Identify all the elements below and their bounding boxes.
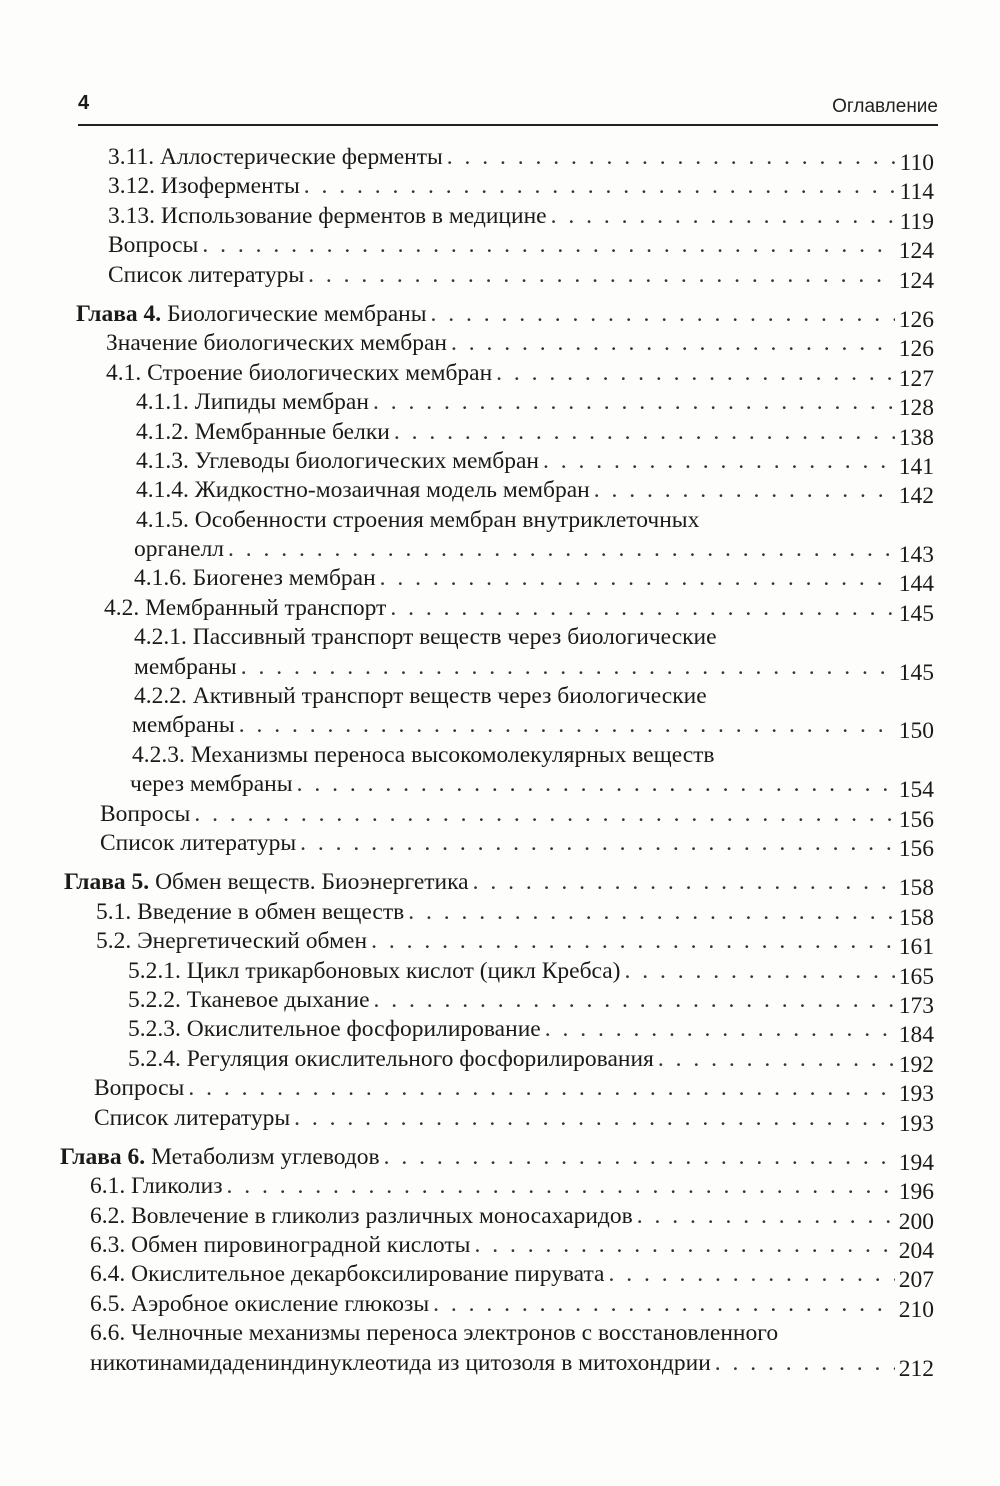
chapter-title: Биологические мембраны xyxy=(167,300,427,327)
dot-leader xyxy=(715,1349,895,1378)
dot-leader xyxy=(202,231,894,260)
toc-page-number: 192 xyxy=(898,1051,934,1078)
toc-entry-label: 3.13. Использование ферментов в медицине xyxy=(108,202,547,229)
toc-entry-label xyxy=(60,1143,380,1172)
toc-page-number: 124 xyxy=(898,267,934,294)
dot-leader xyxy=(637,1202,895,1231)
toc-entry-label: 6.6. Челночные механизмы переноса электронов с восстановленного xyxy=(90,1320,779,1347)
toc-page-number: 114 xyxy=(899,179,934,206)
toc-entry-label: 6.3. Обмен пировиноградной кислоты xyxy=(90,1232,471,1259)
dot-leader xyxy=(380,564,895,593)
dot-leader xyxy=(308,261,895,290)
toc-entry xyxy=(0,1074,934,1108)
dot-leader xyxy=(545,1015,895,1044)
dot-leader xyxy=(294,1104,895,1133)
toc-entry-label: органелл xyxy=(134,536,225,563)
toc-entry xyxy=(0,535,934,569)
dot-leader xyxy=(551,202,896,231)
chapter-number: Глава 4. xyxy=(76,300,162,327)
dot-leader xyxy=(304,172,896,201)
toc-page-number: 158 xyxy=(898,875,934,902)
toc-entry xyxy=(0,447,934,480)
toc-entry-label: мембраны xyxy=(132,712,235,739)
toc-entry-label: 6.4. Окислительное декарбоксилирование пирувата xyxy=(90,1261,605,1288)
toc-page-number: 158 xyxy=(898,904,934,931)
toc-entry xyxy=(0,1319,934,1348)
toc-entry-label: 4.1.4. Жидкостно-мозаичная модель мембран xyxy=(136,477,590,504)
toc-entry xyxy=(0,653,934,686)
toc-page-number: 143 xyxy=(898,542,934,569)
toc-entry xyxy=(0,506,934,535)
toc-entry-label: 4.1.3. Углеводы биологических мембран xyxy=(136,447,539,474)
dot-leader xyxy=(239,711,895,740)
toc-entry-label: 5.2.4. Регуляция окислительного фосфорилирования xyxy=(128,1045,654,1072)
toc-entry xyxy=(0,388,934,422)
chapter-title: Обмен веществ. Биоэнергетика xyxy=(155,869,469,896)
toc-entry xyxy=(0,741,934,770)
chapter-number: Глава 5. xyxy=(64,869,150,896)
dot-leader xyxy=(451,329,895,358)
toc-page-number: 193 xyxy=(898,1081,934,1108)
toc-page-number: 142 xyxy=(898,483,934,510)
dot-leader xyxy=(188,1074,894,1103)
toc-page-number: 145 xyxy=(898,659,934,686)
toc-entry xyxy=(0,418,934,451)
dot-leader xyxy=(371,927,895,956)
toc-page-number: 141 xyxy=(898,453,934,480)
dot-leader xyxy=(594,476,895,505)
toc-page-number: 126 xyxy=(898,306,934,333)
toc-entry-label: 6.1. Гликолиз xyxy=(90,1173,223,1200)
toc-entry xyxy=(0,800,934,833)
toc-entry xyxy=(0,1260,934,1294)
dot-leader xyxy=(300,829,895,858)
dot-leader xyxy=(608,1260,894,1289)
toc-entry-label: 4.2.2. Активный транспорт веществ через биологические xyxy=(134,683,707,710)
toc-entry xyxy=(0,476,934,510)
dot-leader xyxy=(227,1172,895,1201)
toc-entry xyxy=(0,1172,934,1206)
toc-entry-label: 3.11. Аллостерические ферменты xyxy=(108,144,443,170)
toc-entry xyxy=(0,1045,934,1078)
dot-leader xyxy=(394,418,895,447)
dot-leader xyxy=(447,143,896,172)
toc-entry xyxy=(0,202,934,235)
dot-leader xyxy=(408,898,895,927)
toc-entry-label: 4.1.2. Мембранные белки xyxy=(136,418,390,445)
toc-page-number: 128 xyxy=(898,395,934,422)
toc-entry-label: 4.2.1. Пассивный транспорт веществ через биологические xyxy=(134,624,717,651)
dot-leader xyxy=(474,1231,894,1260)
toc-entry xyxy=(0,329,934,363)
toc-entry-label: 4.1.1. Липиды мембран xyxy=(136,389,369,416)
toc-entry-label: никотинамидадениндинуклеотида из цитозоля в митохондрии xyxy=(90,1349,711,1376)
toc-entry-label: 4.1. Строение биологических мембран xyxy=(106,359,493,386)
toc-entry xyxy=(0,172,934,206)
toc-entry xyxy=(0,359,934,392)
toc-chapter-entry xyxy=(0,1143,934,1176)
toc-entry xyxy=(0,770,934,804)
toc-entry-label: Список литературы xyxy=(94,1104,291,1131)
toc-entry-label: 4.2. Мембранный транспорт xyxy=(104,594,387,621)
toc-entry xyxy=(0,986,934,1019)
toc-entry-label: 6.5. Аэробное окисление глюкозы xyxy=(90,1290,430,1317)
toc-entry-label: 5.2.1. Цикл трикарбоновых кислот (цикл Кребса) xyxy=(128,957,621,984)
toc-entry xyxy=(0,1290,934,1323)
toc-page-number: 212 xyxy=(898,1355,934,1382)
dot-leader xyxy=(241,653,895,682)
dot-leader xyxy=(228,535,895,564)
toc-entry-label: 5.2. Энергетический обмен xyxy=(96,928,368,955)
toc-page-number: 138 xyxy=(898,424,934,451)
toc-entry xyxy=(0,957,934,990)
toc-entry-label: Вопросы xyxy=(108,232,199,259)
toc-page-number: 210 xyxy=(898,1296,934,1323)
toc-entry xyxy=(0,1104,934,1137)
page-header xyxy=(78,92,938,126)
toc-entry-label: Вопросы xyxy=(100,800,191,827)
toc-page-number: 127 xyxy=(898,365,934,392)
table-of-contents xyxy=(0,143,1000,1382)
toc-page-number: 204 xyxy=(898,1238,934,1265)
toc-page-number: 154 xyxy=(898,777,934,804)
toc-entry xyxy=(0,143,934,176)
running-title: Оглавление xyxy=(832,96,938,117)
toc-page-number: 156 xyxy=(898,835,934,862)
toc-entry-label xyxy=(64,868,469,897)
toc-entry xyxy=(0,1349,934,1382)
toc-entry-label: Значение биологических мембран xyxy=(106,330,447,357)
toc-page-number: 156 xyxy=(898,806,934,833)
dot-leader xyxy=(297,770,895,799)
dot-leader xyxy=(431,300,895,329)
toc-entry xyxy=(0,1202,934,1235)
toc-entry-label: 4.1.5. Особенности строения мембран внутриклеточных xyxy=(136,506,700,533)
toc-entry xyxy=(0,231,934,265)
dot-leader xyxy=(625,957,895,986)
dot-leader xyxy=(543,447,895,476)
toc-entry-label: 3.12. Изоферменты xyxy=(108,173,300,200)
toc-entry xyxy=(0,682,934,711)
toc-entry xyxy=(0,594,934,627)
toc-page-number: 161 xyxy=(898,934,934,961)
toc-entry-label: 5.2.2. Тканевое дыхание xyxy=(128,986,370,1013)
toc-entry-label: 5.1. Введение в обмен веществ xyxy=(96,898,405,925)
toc-entry xyxy=(0,1231,934,1265)
toc-entry xyxy=(0,623,934,652)
toc-entry-label: через мембраны xyxy=(130,771,293,798)
toc-entry xyxy=(0,829,934,862)
page-number: 4 xyxy=(78,92,90,114)
toc-chapter-entry xyxy=(0,868,934,902)
toc-page-number: 193 xyxy=(898,1110,934,1137)
toc-page-number: 200 xyxy=(898,1208,934,1235)
toc-entry-label: Список литературы xyxy=(108,261,305,288)
toc-entry xyxy=(0,898,934,931)
toc-page-number: 110 xyxy=(899,150,934,176)
toc-page-number: 196 xyxy=(898,1179,934,1206)
chapter-number: Глава 6. xyxy=(60,1143,146,1170)
toc-entry xyxy=(0,261,934,294)
toc-page-number: 144 xyxy=(898,571,934,598)
toc-page-number: 173 xyxy=(898,992,934,1019)
toc-entry xyxy=(0,927,934,961)
toc-page-number: 165 xyxy=(898,963,934,990)
toc-chapter-entry xyxy=(0,300,934,333)
dot-leader xyxy=(433,1290,895,1319)
toc-entry-label: Вопросы xyxy=(94,1075,185,1102)
toc-entry-label: Список литературы xyxy=(100,829,297,856)
toc-entry xyxy=(0,711,934,745)
toc-entry xyxy=(0,1015,934,1049)
toc-page-number: 184 xyxy=(898,1022,934,1049)
toc-page-number: 126 xyxy=(898,336,934,363)
toc-page-number: 150 xyxy=(898,718,934,745)
dot-leader xyxy=(374,986,895,1015)
toc-page-number: 124 xyxy=(898,238,934,265)
dot-leader xyxy=(390,594,894,623)
toc-page-number: 145 xyxy=(898,600,934,627)
toc-entry-label: мембраны xyxy=(134,653,237,680)
toc-entry-label: 4.1.6. Биогенез мембран xyxy=(134,565,376,592)
toc-entry xyxy=(0,564,934,598)
dot-leader xyxy=(194,800,894,829)
toc-page-number: 194 xyxy=(898,1149,934,1176)
dot-leader xyxy=(473,868,895,897)
toc-entry-label: 6.2. Вовлечение в гликолиз различных моносахаридов xyxy=(90,1202,633,1229)
dot-leader xyxy=(384,1143,895,1172)
toc-page-number: 119 xyxy=(899,208,934,235)
toc-page-number: 207 xyxy=(898,1267,934,1294)
toc-entry-label: 4.2.3. Механизмы переноса высокомолекулярных веществ xyxy=(132,741,715,768)
toc-entry-label xyxy=(76,300,427,329)
chapter-title: Метаболизм углеводов xyxy=(151,1143,380,1170)
toc-entry-label: 5.2.3. Окислительное фосфорилирование xyxy=(128,1016,541,1043)
dot-leader xyxy=(658,1045,895,1074)
dot-leader xyxy=(373,388,895,417)
dot-leader xyxy=(496,359,895,388)
